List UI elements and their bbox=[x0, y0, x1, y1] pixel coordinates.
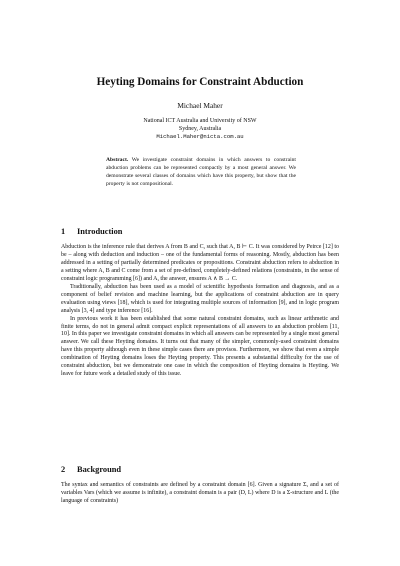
author-email: Michael.Maher@nicta.com.au bbox=[156, 133, 244, 141]
paragraph: Traditionally, abduction has been used as a model of scientific hypothesis formation and diagnosis, and as a component of belief revision and machine learning, but the applications of constraint abduction are in query evaluation using views [18], which is used for integrating multiple sources of information [9], and in logic program analysis [3, 4] and type inference [16]. bbox=[61, 283, 339, 314]
paragraph: Abduction is the inference rule that derives A from B and C, such that A, B ⊢ C. It was considered by Peirce [12] to be – along with deduction and induction – one of the fundamental forms of reasoning. Mostly, abduction has been addressed in a setting of partially determined predicates or propositions. Constraint abduction refers to abduction in a setting where A, B and C come from a set of pre-defined, completely-defined relations (constraints, in the sense of constraint logic programming [6]) and A, the answer, ensures A ∧ B → C. bbox=[61, 244, 339, 282]
affiliation-location: Sydney, Australia bbox=[178, 126, 222, 133]
abstract-text: We investigate constraint domains in which answers to constraint abduction problems can be represented compactly by a most general answer. We demonstrate several classes of domains which have this property, but show that the property is not compositional. bbox=[106, 157, 296, 187]
paper-title: Heyting Domains for Constraint Abduction bbox=[96, 76, 304, 88]
introduction-body bbox=[61, 244, 339, 379]
section-title: Background bbox=[77, 465, 122, 474]
section-number: 1 bbox=[61, 227, 66, 236]
abstract bbox=[106, 157, 296, 189]
affiliation-institution: National ICT Australia and University of NSW bbox=[143, 118, 257, 124]
author-name: Michael Maher bbox=[177, 101, 223, 110]
section-heading-background bbox=[61, 465, 121, 474]
section-number: 2 bbox=[61, 465, 66, 474]
background-body bbox=[61, 482, 339, 506]
section-title: Introduction bbox=[77, 227, 123, 236]
abstract-label: Abstract. bbox=[106, 157, 129, 163]
section-heading-introduction bbox=[61, 227, 122, 236]
paragraph: In previous work it has been established that some natural constraint domains, such as linear arithmetic and finite terms, do not in general admit compact explicit representations of all answers to an abduction problem [11, 10]. In this paper we investigate constraint domains in which all answers can be represented by a single most general answer. We call these Heyting domains. It turns out that many of the simpler, commonly-used constraint domains have this property although even in these simple cases there are provisos. Furthermore, we show that even a simple combination of Heyting domains loses the Heyting property. This presents a substantial difficulty for the use of constraint abduction, but we demonstrate one case in which the composition of Heyting domains is Heyting. We leave for future work a detailed study of this issue. bbox=[61, 315, 339, 378]
author-affiliation bbox=[0, 117, 400, 142]
paragraph: The syntax and semantics of constraints are defined by a constraint domain [6]. Given a signature Σ, and a set of variables Vars (which we assume is infinite), a constraint domain is a pair (D, L) where D is a Σ-structure and L (the language of constraints) bbox=[61, 482, 339, 504]
